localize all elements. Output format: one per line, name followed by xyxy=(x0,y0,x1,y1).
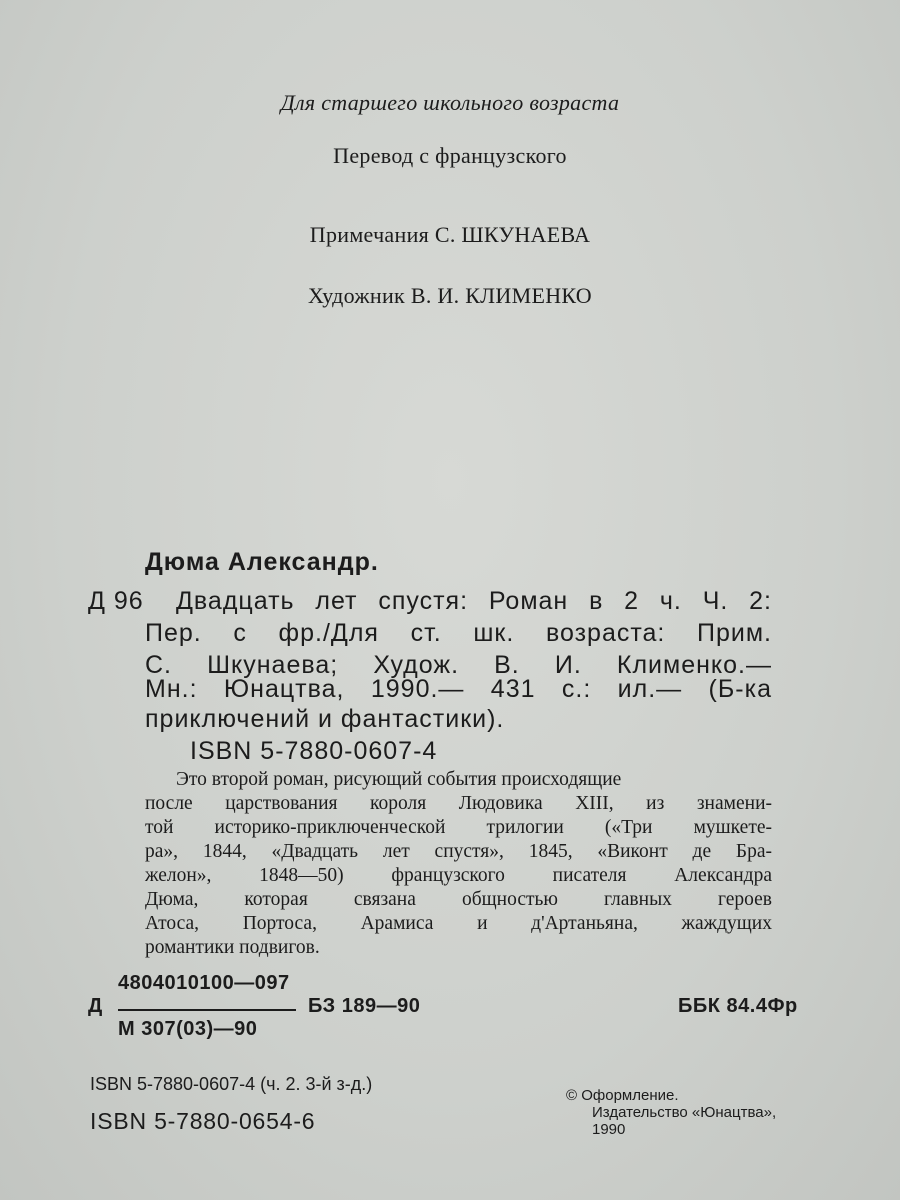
notes-credit: Примечания С. ШКУНАЕВА xyxy=(309,222,591,247)
isbn-part: ISBN 5-7880-0607-4 (ч. 2. 3-й з-д.) xyxy=(90,1074,373,1094)
catalog-line: Пер. с фр./Для ст. шк. возраста: Прим. xyxy=(145,619,772,647)
description-line: романтики подвигов. xyxy=(145,937,320,958)
class-bbk: ББК 84.4Фр xyxy=(678,995,798,1017)
translation-note: Перевод с французского xyxy=(333,143,567,168)
catalog-line: Двадцать лет спустя: Роман в 2 ч. Ч. 2: xyxy=(176,587,772,615)
description-line: той историко-приключенческой трилогии («Три мушкете- xyxy=(145,817,772,838)
class-denominator: М 307(03)—90 xyxy=(118,1018,258,1040)
description-line: после царствования короля Людовика XIII, из знамени- xyxy=(145,793,772,814)
class-letter: Д xyxy=(88,995,103,1017)
catalog-author: Дюма Александр. xyxy=(145,548,379,576)
description-line: Дюма, которая связана общностью главных героев xyxy=(145,889,772,910)
copyright-line: 1990 xyxy=(592,1121,626,1138)
catalog-line: приключений и фантастики). xyxy=(145,705,505,733)
copyright-line: © Оформление. xyxy=(566,1087,679,1104)
description-line: ра», 1844, «Двадцать лет спустя», 1845, «Виконт де Бра- xyxy=(145,841,772,862)
description-line: желон», 1848—50) французского писателя Александра xyxy=(145,865,772,886)
copyright-line: Издательство «Юнацтва», xyxy=(592,1104,777,1121)
fraction-bar xyxy=(118,1009,296,1011)
catalog-line: С. Шкунаева; Худож. В. И. Клименко.— xyxy=(145,651,772,679)
class-bz: БЗ 189—90 xyxy=(308,995,421,1017)
catalog-isbn: ISBN 5-7880-0607-4 xyxy=(190,737,438,765)
isbn-set: ISBN 5-7880-0654-6 xyxy=(90,1108,316,1134)
catalog-line: Мн.: Юнацтва, 1990.— 431 с.: ил.— (Б-ка xyxy=(145,675,772,703)
artist-credit: Художник В. И. КЛИМЕНКО xyxy=(308,283,592,308)
description-line: Это второй роман, рисующий события происходящие xyxy=(176,769,622,790)
age-note: Для старшего школьного возраста xyxy=(280,90,620,115)
catalog-index: Д 96 xyxy=(88,587,144,615)
description-line: Атоса, Портоса, Арамиса и д'Артаньяна, жаждущих xyxy=(145,913,772,934)
class-numerator: 4804010100—097 xyxy=(118,972,290,994)
